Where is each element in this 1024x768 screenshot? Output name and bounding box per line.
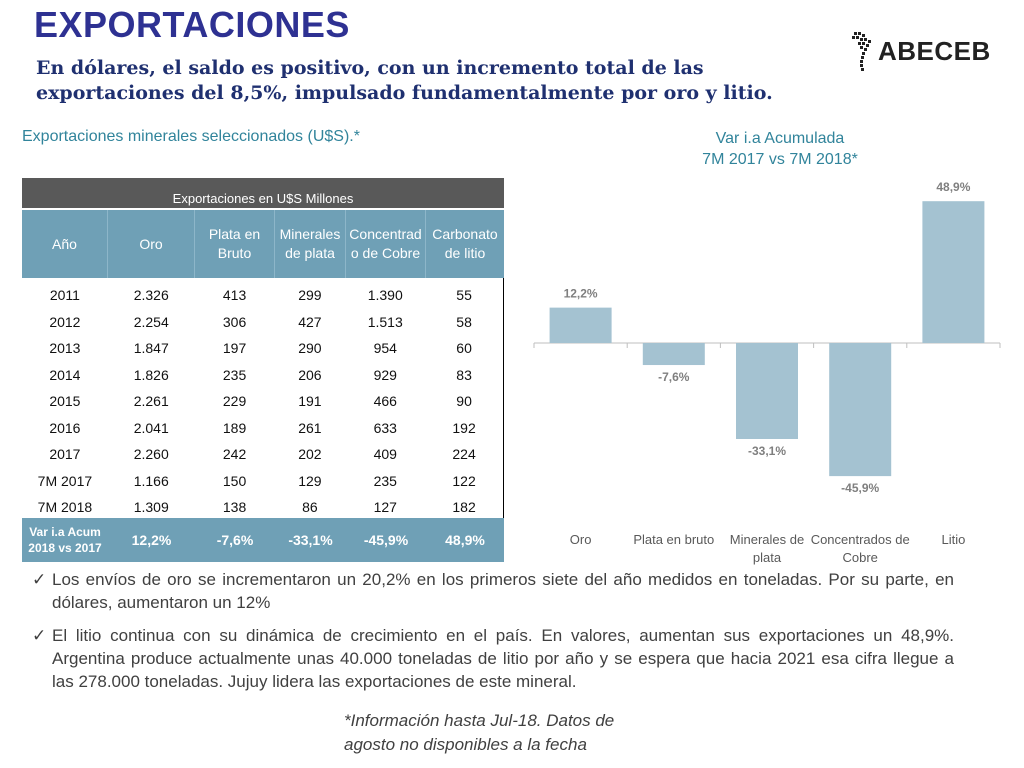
table-cell: 150 xyxy=(222,472,247,489)
table-cell: 235 xyxy=(373,472,397,489)
column-header: Año xyxy=(22,210,108,278)
table-cell: 929 xyxy=(373,366,397,383)
table-column-headers xyxy=(22,210,504,278)
table-cell: 261 xyxy=(298,419,322,436)
table-cell: 138 xyxy=(222,499,247,516)
chart-subtitle-line: 7M 2017 vs 7M 2018* xyxy=(702,151,858,168)
table-cell: 122 xyxy=(452,472,476,489)
table-header: Exportaciones en U$S Millones xyxy=(22,178,504,210)
table-row xyxy=(22,441,503,468)
data-label: 48,9% xyxy=(936,180,971,195)
column-header: Minerales de plata xyxy=(275,210,346,278)
table-cell: 129 xyxy=(298,472,322,489)
table-cell: 299 xyxy=(298,287,322,304)
table-cell: 2.261 xyxy=(133,393,169,410)
x-tick-label: Plata en bruto xyxy=(633,532,715,547)
table-cell: 427 xyxy=(298,313,322,330)
bullet-item xyxy=(32,568,954,614)
logo-text: ABECEB xyxy=(878,36,991,66)
table-cell: 83 xyxy=(456,366,472,383)
table-row xyxy=(22,415,503,442)
table-caption: Exportaciones minerales seleccionados (U$S).* xyxy=(22,128,360,145)
footer-label: Var i.a Acum 2018 vs 2017 xyxy=(28,525,102,555)
table-cell: 1.847 xyxy=(133,340,169,357)
table-cell: 7M 2017 xyxy=(37,472,93,489)
bullet-list xyxy=(32,568,954,693)
column-header: Plata en Bruto xyxy=(195,210,275,278)
table-cell: 127 xyxy=(373,499,397,516)
table-cell: 633 xyxy=(373,419,397,436)
table-cell: 202 xyxy=(298,446,322,463)
table-cell: 2.041 xyxy=(133,419,169,436)
table-cell: 413 xyxy=(222,287,247,304)
table-cell: 86 xyxy=(302,499,318,516)
table-row xyxy=(22,335,503,362)
table-cell: 2017 xyxy=(49,446,81,463)
x-tick-label: Concentrados de Cobre xyxy=(810,532,910,565)
table-cell: 55 xyxy=(456,287,472,304)
exports-table xyxy=(22,178,504,562)
table-body xyxy=(22,278,504,518)
column-header: Concentrad o de Cobre xyxy=(346,210,426,278)
table-cell: 197 xyxy=(222,340,247,357)
table-cell: 954 xyxy=(373,340,397,357)
page-subtitle: En dólares, el saldo es positivo, con un incremento total de las exportaciones del 8,5%, impulsado fundamentalmente por oro y litio. xyxy=(36,57,773,104)
footnote: *Información hasta Jul-18. Datos de agosto no disponibles a la fecha xyxy=(344,711,615,754)
table-cell: 2015 xyxy=(49,393,81,410)
table-cell: 306 xyxy=(222,313,247,330)
footer-cell: 12,2% xyxy=(131,532,172,548)
data-label: -7,6% xyxy=(658,370,690,385)
bullet-item xyxy=(32,624,954,693)
table-cell: 192 xyxy=(452,419,476,436)
bullet-text: Los envíos de oro se incrementaron un 20,2% en los primeros siete del año medidos en toneladas. Por su parte, en dólares, aumentaron un 12% xyxy=(52,570,954,612)
table-row xyxy=(22,309,503,336)
variation-bar-chart xyxy=(530,168,1010,578)
table-cell: 235 xyxy=(222,366,247,383)
table-cell: 242 xyxy=(222,446,247,463)
x-tick-label: Oro xyxy=(569,532,592,547)
abeceb-logo xyxy=(850,30,1000,74)
table-cell: 206 xyxy=(298,366,322,383)
table-cell: 90 xyxy=(456,393,472,410)
x-tick-label: Minerales de plata xyxy=(729,532,805,565)
table-row xyxy=(22,282,503,309)
footer-cell: -33,1% xyxy=(288,532,333,548)
footer-cell: 48,9% xyxy=(445,532,485,548)
table-cell: 2014 xyxy=(49,366,81,383)
table-row xyxy=(22,468,503,495)
table-cell: 466 xyxy=(373,393,397,410)
table-cell: 1.390 xyxy=(367,287,403,304)
footer-cell: -45,9% xyxy=(363,532,409,548)
table-cell: 1.513 xyxy=(367,313,403,330)
table-cell: 1.309 xyxy=(133,499,169,516)
chart-title-line: Var i.a Acumulada xyxy=(715,130,845,147)
table-row xyxy=(22,388,503,415)
table-cell: 1.166 xyxy=(133,472,169,489)
data-label: 12,2% xyxy=(563,286,598,301)
table-cell: 224 xyxy=(452,446,476,463)
table-cell: 189 xyxy=(222,419,247,436)
table-cell: 2016 xyxy=(49,419,81,436)
table-cell: 7M 2018 xyxy=(37,499,93,516)
x-tick-label: Litio xyxy=(941,532,966,547)
check-icon: ✓ xyxy=(32,570,47,589)
table-cell: 58 xyxy=(456,313,472,330)
table-cell: 191 xyxy=(298,393,322,410)
bar-oro xyxy=(550,308,612,343)
chart-title xyxy=(640,128,920,170)
column-header: Carbonato de litio xyxy=(432,226,498,261)
footer-cell: -7,6% xyxy=(216,532,254,548)
table-cell: 2011 xyxy=(49,287,80,304)
table-cell: 229 xyxy=(222,393,247,410)
table-cell: 2.326 xyxy=(133,287,169,304)
table-cell: 2012 xyxy=(49,313,81,330)
table-footer-row xyxy=(22,518,504,562)
bar-concentrados-de-cobre xyxy=(829,343,891,476)
bar-minerales-de-plata xyxy=(736,343,798,439)
table-cell: 2.254 xyxy=(133,313,169,330)
data-label: -45,9% xyxy=(841,481,880,496)
table-row xyxy=(22,494,503,521)
bullet-text: El litio continua con su dinámica de crecimiento en el país. En valores, aumentan sus exportaciones un 48,9%. Argentina produce actualmente unas 40.000 toneladas de litio por año y se espera que hacia 2021 esa cifra llegue a las 278.000 toneladas. Jujuy lidera las exportaciones de este mineral. xyxy=(52,626,954,691)
data-label: -33,1% xyxy=(747,443,787,458)
check-icon: ✓ xyxy=(32,626,47,645)
bar-litio xyxy=(922,201,984,343)
table-cell: 182 xyxy=(452,499,476,516)
table-cell: 2013 xyxy=(49,340,81,357)
table-cell: 1.826 xyxy=(133,366,169,383)
table-cell: 409 xyxy=(373,446,397,463)
bar-plata-en-bruto xyxy=(643,343,705,365)
table-cell: 290 xyxy=(298,340,322,357)
column-header: Oro xyxy=(108,210,195,278)
page-title: EXPORTACIONES xyxy=(34,4,350,45)
table-row xyxy=(22,362,503,389)
table-cell: 60 xyxy=(456,340,472,357)
table-cell: 2.260 xyxy=(133,446,169,463)
